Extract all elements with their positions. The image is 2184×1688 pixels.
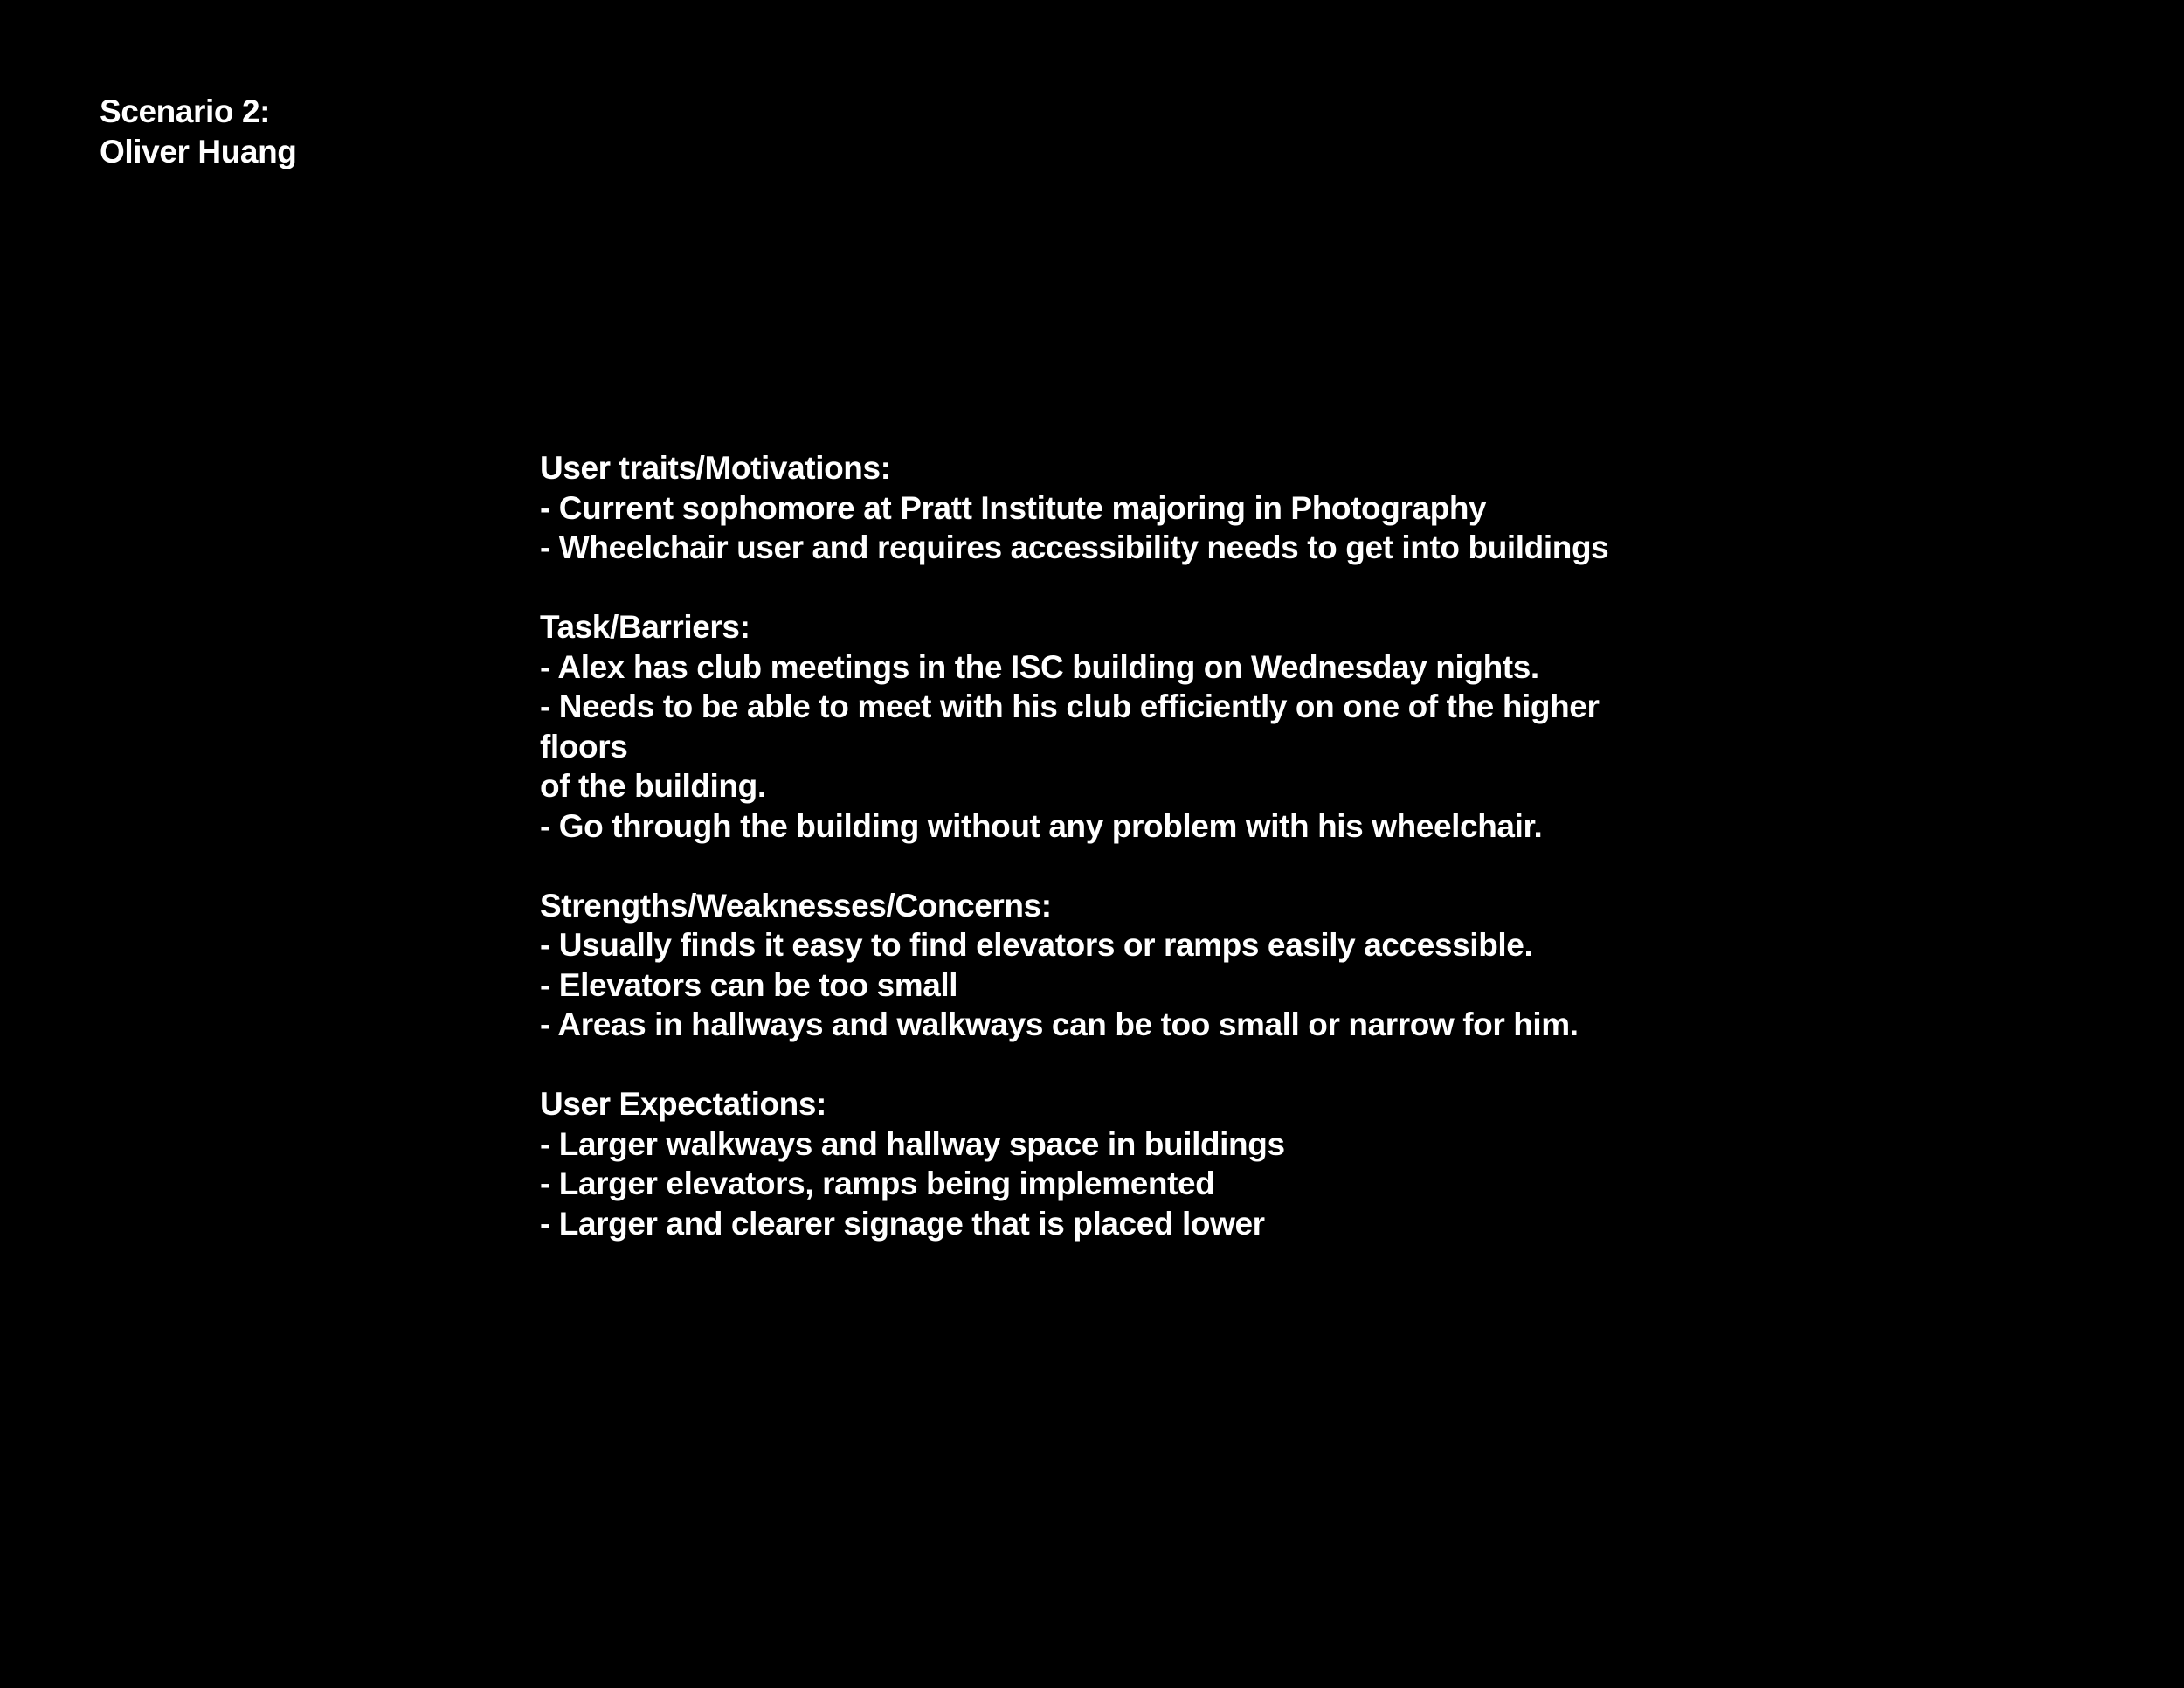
list-item: floors — [540, 728, 628, 764]
list-item: - Areas in hallways and walkways can be too small or narrow for him. — [540, 1007, 1579, 1042]
persona-details — [540, 448, 1676, 1243]
scenario-label: Scenario 2: — [100, 93, 271, 129]
list-item: - Usually finds it easy to find elevators or ramps easily accessible. — [540, 927, 1533, 963]
section-heading-tasks: Task/Barriers: — [540, 609, 750, 645]
list-item: - Wheelchair user and requires accessibility needs to get into buildings — [540, 529, 1609, 565]
section-spacer — [540, 1045, 1676, 1085]
list-item: - Larger and clearer signage that is placed lower — [540, 1205, 1265, 1242]
list-item: - Go through the building without any problem with his wheelchair. — [540, 807, 1543, 844]
section-spacer — [540, 846, 1676, 886]
list-item: - Alex has club meetings in the ISC building on Wednesday nights. — [540, 648, 1539, 685]
list-item: - Needs to be able to meet with his club efficiently on one of the higher — [540, 688, 1600, 724]
section-user-expectations — [540, 1084, 1676, 1243]
persona-name: Oliver Huang — [100, 134, 297, 169]
section-strengths-weaknesses — [540, 886, 1676, 1045]
list-item: of the building. — [540, 768, 766, 804]
list-item: - Larger elevators, ramps being implemented — [540, 1166, 1215, 1201]
section-spacer — [540, 568, 1676, 608]
section-task-barriers — [540, 607, 1676, 846]
list-item: - Elevators can be too small — [540, 966, 958, 1003]
section-heading-expectations: User Expectations: — [540, 1086, 826, 1122]
scenario-header — [100, 92, 296, 172]
section-heading-traits: User traits/Motivations: — [540, 450, 891, 486]
section-user-traits — [540, 448, 1676, 568]
section-heading-strengths: Strengths/Weaknesses/Concerns: — [540, 887, 1052, 924]
list-item: - Current sophomore at Pratt Institute majoring in Photography — [540, 489, 1487, 526]
list-item: - Larger walkways and hallway space in buildings — [540, 1125, 1285, 1162]
